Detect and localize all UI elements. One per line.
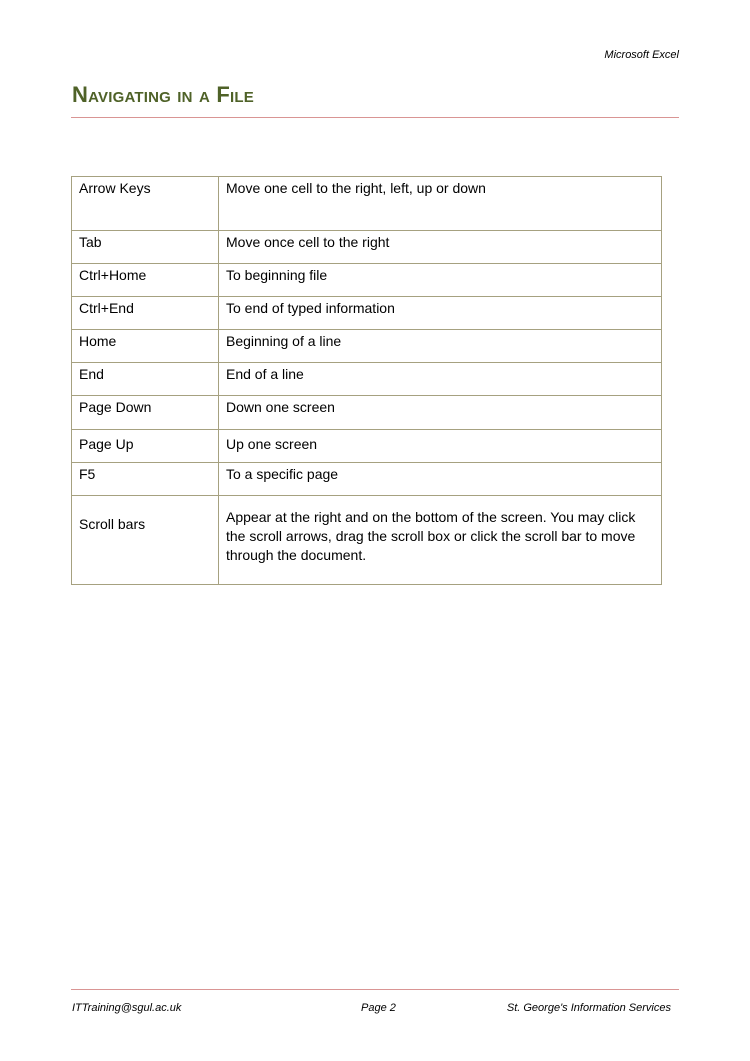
table-row: [72, 463, 662, 496]
page-title: Navigating in a File: [72, 82, 254, 107]
footer-divider: [71, 989, 679, 990]
table-row: [72, 177, 662, 231]
key-cell: Arrow Keys: [72, 177, 219, 231]
description-cell: To beginning file: [219, 264, 662, 297]
footer-organization: St. George's Information Services: [506, 1002, 671, 1014]
header-app-name: Microsoft Excel: [604, 49, 679, 61]
title-divider: [71, 117, 679, 118]
table-row: [72, 430, 662, 463]
table-row: [72, 297, 662, 330]
description-cell: Up one screen: [219, 430, 662, 463]
table-row: [72, 496, 662, 585]
table-row: [72, 363, 662, 396]
table-row: [72, 264, 662, 297]
description-cell: End of a line: [219, 363, 662, 396]
description-cell: Move once cell to the right: [219, 231, 662, 264]
description-cell: Appear at the right and on the bottom of the screen. You may click the scroll arrows, drag the scroll box or click the scroll bar to move through the document.: [219, 496, 662, 585]
footer-email: ITTraining@sgul.ac.uk: [72, 1002, 182, 1014]
key-cell: End: [72, 363, 219, 396]
description-cell: Beginning of a line: [219, 330, 662, 363]
key-cell: F5: [72, 463, 219, 496]
key-cell: Ctrl+End: [72, 297, 219, 330]
table-row: [72, 231, 662, 264]
table-row: [72, 330, 662, 363]
key-cell: Page Up: [72, 430, 219, 463]
key-cell: Home: [72, 330, 219, 363]
key-cell: Scroll bars: [72, 496, 219, 585]
key-cell: Ctrl+Home: [72, 264, 219, 297]
table-row: [72, 396, 662, 430]
footer-page-number: Page 2: [361, 1002, 396, 1014]
key-cell: Page Down: [72, 396, 219, 430]
key-cell: Tab: [72, 231, 219, 264]
description-cell: Move one cell to the right, left, up or down: [219, 177, 662, 231]
description-cell: To end of typed information: [219, 297, 662, 330]
description-cell: To a specific page: [219, 463, 662, 496]
description-cell: Down one screen: [219, 396, 662, 430]
shortcut-table: [71, 176, 662, 585]
